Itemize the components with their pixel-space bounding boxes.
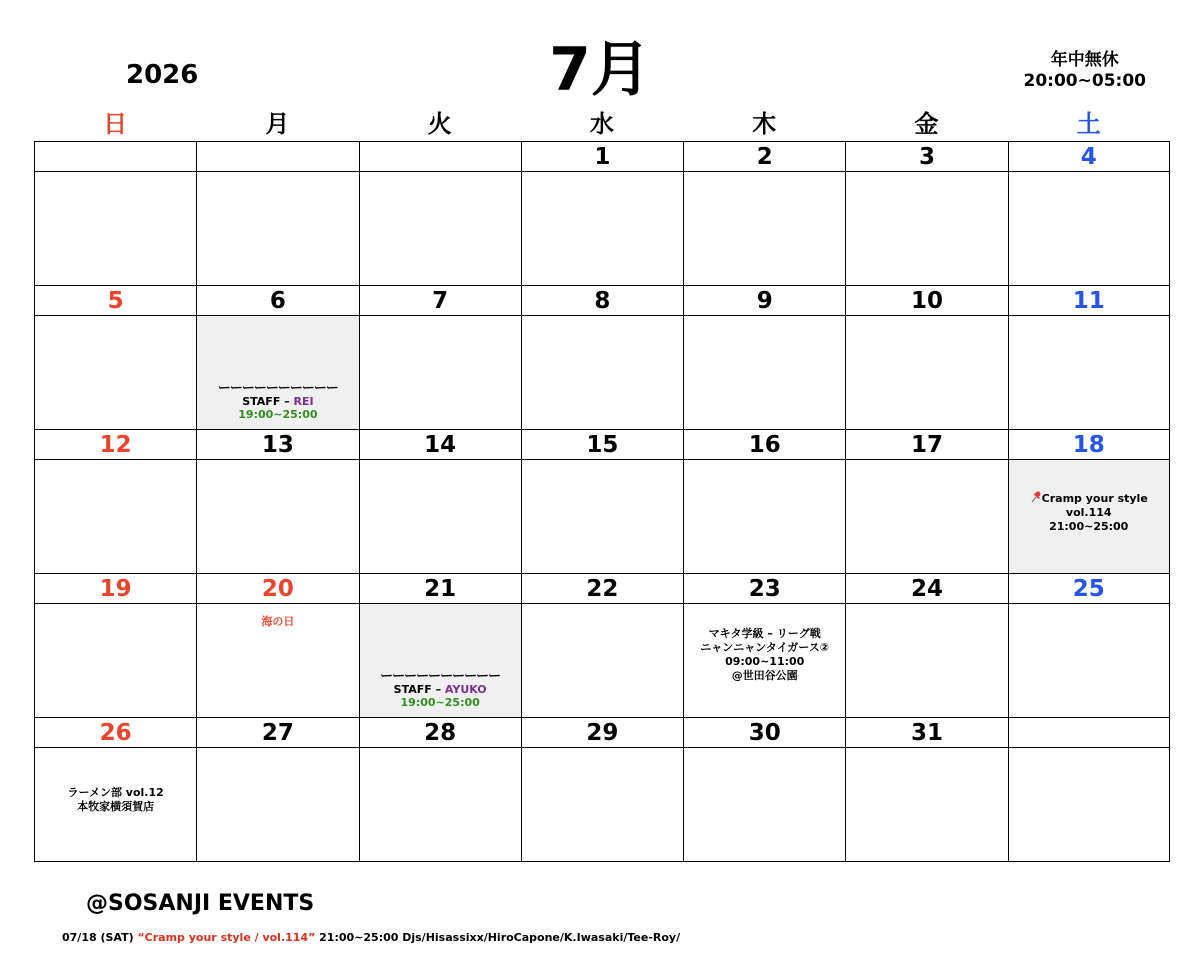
calendar-grid	[34, 141, 1170, 862]
event-time: 21:00~25:00	[1049, 520, 1129, 533]
day-number: 23	[684, 573, 845, 604]
day-cell[interactable]	[521, 573, 683, 717]
event-ramen-club[interactable]	[35, 786, 196, 814]
day-cell[interactable]	[845, 717, 1007, 862]
day-number: 5	[35, 285, 196, 316]
day-number: 14	[360, 429, 521, 460]
day-cell[interactable]	[196, 717, 358, 862]
event-volume: vol.114	[1065, 506, 1112, 519]
day-number: 28	[360, 717, 521, 748]
day-body	[684, 460, 845, 573]
day-number	[360, 141, 521, 172]
weekday-thu: 木	[752, 110, 777, 138]
day-body	[1009, 460, 1169, 573]
day-body	[522, 604, 683, 717]
event-title: Cramp your style	[1041, 492, 1148, 505]
day-number: 1	[522, 141, 683, 172]
events-title: @SOSANJI EVENTS	[86, 891, 315, 916]
day-cell[interactable]	[1008, 141, 1170, 285]
day-body	[522, 316, 683, 429]
day-cell[interactable]	[1008, 717, 1170, 862]
day-cell[interactable]	[1008, 573, 1170, 717]
day-number: 11	[1009, 285, 1169, 316]
day-cell[interactable]	[1008, 285, 1170, 429]
day-body	[197, 460, 358, 573]
day-number: 21	[360, 573, 521, 604]
weekday-tue: 火	[427, 110, 452, 138]
event-title-line	[1009, 491, 1169, 506]
day-body	[35, 316, 196, 429]
day-number: 2	[684, 141, 845, 172]
weekday-sun: 日	[103, 110, 128, 138]
day-body	[522, 460, 683, 573]
day-body	[522, 172, 683, 285]
staff-line	[197, 395, 358, 408]
day-cell[interactable]	[521, 429, 683, 573]
day-body	[360, 172, 521, 285]
staff-time: 19:00~25:00	[400, 696, 480, 709]
day-body	[360, 316, 521, 429]
divider-rule: ーーーーーーーーーー	[380, 669, 501, 684]
day-number: 22	[522, 573, 683, 604]
month-title: 7月	[549, 35, 651, 105]
day-cell[interactable]	[683, 717, 845, 862]
day-cell[interactable]	[683, 573, 845, 717]
event-team: ニャンニャンタイガース②	[700, 641, 830, 654]
event-date: 07/18 (SAT)	[62, 931, 138, 944]
event-time: 09:00~11:00	[725, 655, 805, 668]
weekday-header	[34, 108, 1170, 140]
staff-label: STAFF –	[242, 395, 294, 408]
day-cell[interactable]	[521, 285, 683, 429]
day-body	[35, 460, 196, 573]
day-number: 10	[846, 285, 1007, 316]
day-body	[360, 460, 521, 573]
day-cell[interactable]	[34, 141, 196, 285]
day-body	[1009, 748, 1169, 862]
day-body	[846, 316, 1007, 429]
day-body	[522, 748, 683, 862]
day-cell[interactable]	[359, 717, 521, 862]
event-location: 本牧家横須賀店	[77, 800, 155, 813]
day-body	[846, 460, 1007, 573]
event-title: ラーメン部 vol.12	[67, 786, 164, 799]
day-cell[interactable]	[34, 573, 196, 717]
day-number: 24	[846, 573, 1007, 604]
day-cell[interactable]	[34, 717, 196, 862]
day-cell[interactable]	[196, 573, 358, 717]
day-cell[interactable]	[34, 285, 196, 429]
day-number: 30	[684, 717, 845, 748]
weekday-fri: 金	[914, 110, 939, 138]
day-body	[846, 172, 1007, 285]
day-cell[interactable]	[359, 141, 521, 285]
year-label: 2026	[126, 60, 199, 90]
day-number: 12	[35, 429, 196, 460]
day-cell[interactable]	[196, 285, 358, 429]
day-body	[684, 604, 845, 717]
day-number: 26	[35, 717, 196, 748]
staff-time: 19:00~25:00	[238, 408, 318, 421]
day-cell[interactable]	[845, 285, 1007, 429]
day-cell[interactable]	[359, 285, 521, 429]
day-number: 18	[1009, 429, 1169, 460]
open-all-year-label: 年中無休	[1050, 50, 1119, 70]
day-number	[197, 141, 358, 172]
day-number: 13	[197, 429, 358, 460]
event-details: 21:00~25:00 Djs/Hisassixx/HiroCapone/K.Iwasaki/Tee-Roy/	[315, 931, 681, 944]
day-number: 31	[846, 717, 1007, 748]
staff-line	[360, 683, 521, 696]
day-body	[197, 604, 358, 717]
day-number: 20	[197, 573, 358, 604]
event-name[interactable]: “Cramp your style / vol.114”	[137, 931, 316, 944]
day-cell[interactable]	[521, 141, 683, 285]
weekday-sat: 土	[1076, 110, 1101, 138]
day-number: 3	[846, 141, 1007, 172]
business-hours	[1024, 50, 1146, 92]
weekday-wed: 水	[589, 110, 614, 138]
staff-shift	[197, 382, 358, 421]
day-number: 16	[684, 429, 845, 460]
event-makita-league[interactable]	[684, 627, 845, 683]
calendar-week	[34, 717, 1170, 862]
day-body	[846, 604, 1007, 717]
day-cell[interactable]	[521, 717, 683, 862]
day-number: 19	[35, 573, 196, 604]
weekday-mon: 月	[265, 110, 290, 138]
day-body	[1009, 172, 1169, 285]
day-cell[interactable]	[359, 429, 521, 573]
day-body	[35, 172, 196, 285]
day-cell[interactable]	[359, 573, 521, 717]
day-number: 15	[522, 429, 683, 460]
calendar-week	[34, 285, 1170, 429]
calendar-week	[34, 429, 1170, 573]
event-cramp-your-style[interactable]	[1009, 491, 1169, 534]
day-body	[360, 604, 521, 717]
holiday-label: 海の日	[261, 615, 295, 628]
day-body	[1009, 604, 1169, 717]
day-cell[interactable]	[683, 429, 845, 573]
event-location: @世田谷公園	[731, 669, 798, 682]
day-cell[interactable]	[196, 141, 358, 285]
day-number	[35, 141, 196, 172]
day-cell[interactable]	[34, 429, 196, 573]
staff-name: AYUKO	[444, 683, 487, 696]
day-cell[interactable]	[845, 429, 1007, 573]
day-number: 29	[522, 717, 683, 748]
hours-label: 20:00~05:00	[1023, 71, 1146, 91]
day-body	[197, 172, 358, 285]
day-body	[360, 748, 521, 862]
day-cell[interactable]	[1008, 429, 1170, 573]
day-body	[684, 172, 845, 285]
day-cell[interactable]	[196, 429, 358, 573]
staff-shift	[360, 670, 521, 709]
day-number: 4	[1009, 141, 1169, 172]
event-summary	[62, 931, 680, 944]
day-body	[197, 316, 358, 429]
day-number: 27	[197, 717, 358, 748]
day-number: 7	[360, 285, 521, 316]
day-cell[interactable]	[845, 573, 1007, 717]
calendar-week	[34, 573, 1170, 717]
day-body	[1009, 316, 1169, 429]
day-cell[interactable]	[845, 141, 1007, 285]
pin-icon	[1030, 492, 1042, 505]
day-number	[1009, 717, 1169, 748]
day-cell[interactable]	[683, 141, 845, 285]
day-number: 17	[846, 429, 1007, 460]
day-number: 25	[1009, 573, 1169, 604]
day-body	[684, 316, 845, 429]
day-number: 9	[684, 285, 845, 316]
divider-rule: ーーーーーーーーーー	[217, 381, 338, 396]
day-body	[35, 748, 196, 862]
day-body	[35, 604, 196, 717]
day-number: 8	[522, 285, 683, 316]
day-body	[846, 748, 1007, 862]
day-body	[684, 748, 845, 862]
day-body	[197, 748, 358, 862]
calendar-week	[34, 141, 1170, 285]
staff-name: REI	[293, 395, 314, 408]
event-title: マキタ学級 – リーグ戦	[708, 627, 821, 640]
day-cell[interactable]	[683, 285, 845, 429]
day-number: 6	[197, 285, 358, 316]
staff-label: STAFF –	[393, 683, 445, 696]
